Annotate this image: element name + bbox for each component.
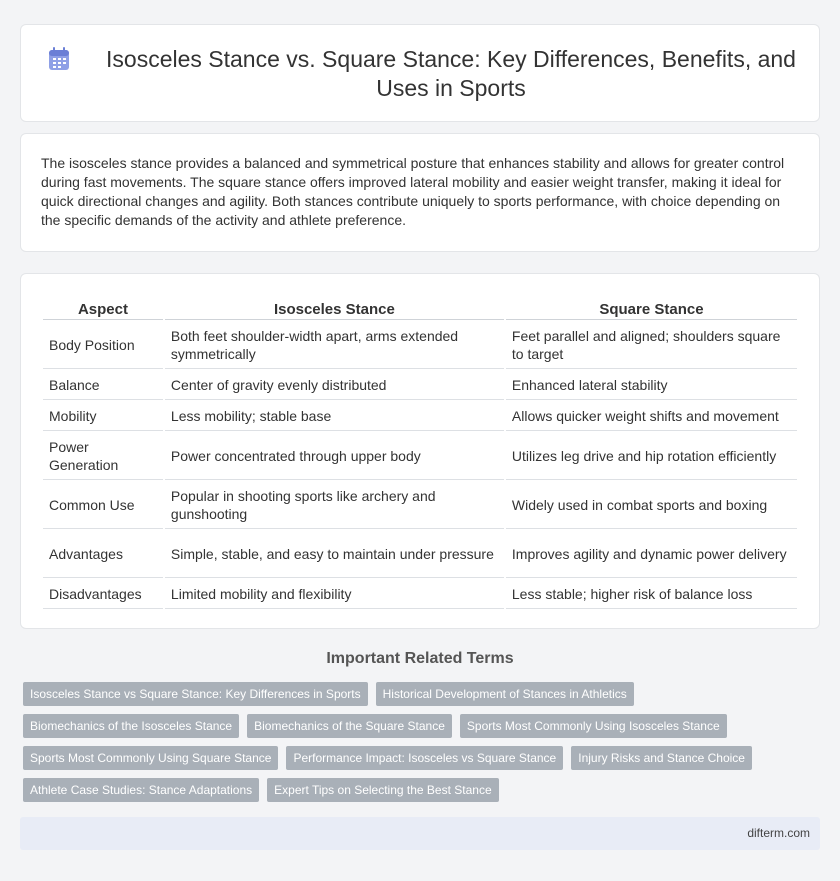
table-cell-square: Utilizes leg drive and hip rotation efficiently bbox=[506, 433, 797, 480]
table-cell-aspect: Power Generation bbox=[43, 433, 163, 480]
related-term-link[interactable]: Expert Tips on Selecting the Best Stance bbox=[267, 778, 498, 802]
table-row bbox=[43, 322, 797, 369]
related-term-link[interactable]: Biomechanics of the Isosceles Stance bbox=[23, 714, 239, 738]
table-cell-aspect: Common Use bbox=[43, 482, 163, 529]
related-term-link[interactable]: Biomechanics of the Square Stance bbox=[247, 714, 452, 738]
table-row bbox=[43, 482, 797, 529]
table-cell-square: Allows quicker weight shifts and movement bbox=[506, 402, 797, 431]
comparison-table bbox=[41, 296, 799, 611]
table-cell-isosceles: Limited mobility and flexibility bbox=[165, 580, 504, 609]
related-term-link[interactable]: Athlete Case Studies: Stance Adaptations bbox=[23, 778, 259, 802]
table-cell-aspect: Advantages bbox=[43, 531, 163, 578]
related-terms-list bbox=[23, 682, 803, 810]
related-term-link[interactable]: Isosceles Stance vs Square Stance: Key Differences in Sports bbox=[23, 682, 368, 706]
table-cell-square: Feet parallel and aligned; shoulders square to target bbox=[506, 322, 797, 369]
related-term-link[interactable]: Performance Impact: Isosceles vs Square Stance bbox=[286, 746, 563, 770]
table-row bbox=[43, 371, 797, 400]
table-cell-square: Widely used in combat sports and boxing bbox=[506, 482, 797, 529]
column-header-aspect: Aspect bbox=[43, 298, 163, 320]
table-cell-square: Improves agility and dynamic power delivery bbox=[506, 531, 797, 578]
intro-paragraph: The isosceles stance provides a balanced and symmetrical posture that enhances stability and allows for greater control during fast movements. The square stance offers improved lateral mobility and easier weight transfer, making it ideal for quick directional changes and agility. Both stances contribute uniquely to sports performance, with choice depending on the specific demands of the activity and athlete preference. bbox=[41, 155, 785, 228]
table-cell-square: Less stable; higher risk of balance loss bbox=[506, 580, 797, 609]
related-term-link[interactable]: Sports Most Commonly Using Square Stance bbox=[23, 746, 278, 770]
column-header-square: Square Stance bbox=[506, 298, 797, 320]
table-cell-isosceles: Both feet shoulder-width apart, arms extended symmetrically bbox=[165, 322, 504, 369]
table-cell-isosceles: Center of gravity evenly distributed bbox=[165, 371, 504, 400]
page-title: Isosceles Stance vs. Square Stance: Key Differences, Benefits, and Uses in Sports bbox=[106, 46, 796, 101]
related-terms-heading: Important Related Terms bbox=[326, 650, 514, 667]
table-cell-isosceles: Simple, stable, and easy to maintain under pressure bbox=[165, 531, 504, 578]
intro-card bbox=[20, 133, 820, 252]
table-cell-isosceles: Power concentrated through upper body bbox=[165, 433, 504, 480]
table-cell-aspect: Mobility bbox=[43, 402, 163, 431]
comparison-card bbox=[20, 273, 820, 629]
table-row bbox=[43, 402, 797, 431]
table-cell-aspect: Body Position bbox=[43, 322, 163, 369]
table-row bbox=[43, 433, 797, 480]
table-cell-aspect: Balance bbox=[43, 371, 163, 400]
table-header-row bbox=[43, 298, 797, 320]
related-term-link[interactable]: Injury Risks and Stance Choice bbox=[571, 746, 752, 770]
table-cell-isosceles: Less mobility; stable base bbox=[165, 402, 504, 431]
table-cell-aspect: Disadvantages bbox=[43, 580, 163, 609]
table-row bbox=[43, 580, 797, 609]
related-term-link[interactable]: Historical Development of Stances in Athletics bbox=[376, 682, 634, 706]
table-cell-square: Enhanced lateral stability bbox=[506, 371, 797, 400]
column-header-isosceles: Isosceles Stance bbox=[165, 298, 504, 320]
footer bbox=[20, 817, 820, 850]
header-card bbox=[20, 24, 820, 122]
table-cell-isosceles: Popular in shooting sports like archery and gunshooting bbox=[165, 482, 504, 529]
table-row bbox=[43, 531, 797, 578]
calendar-icon bbox=[48, 47, 70, 71]
footer-site-name[interactable]: difterm.com bbox=[747, 826, 810, 840]
related-term-link[interactable]: Sports Most Commonly Using Isosceles Stance bbox=[460, 714, 727, 738]
